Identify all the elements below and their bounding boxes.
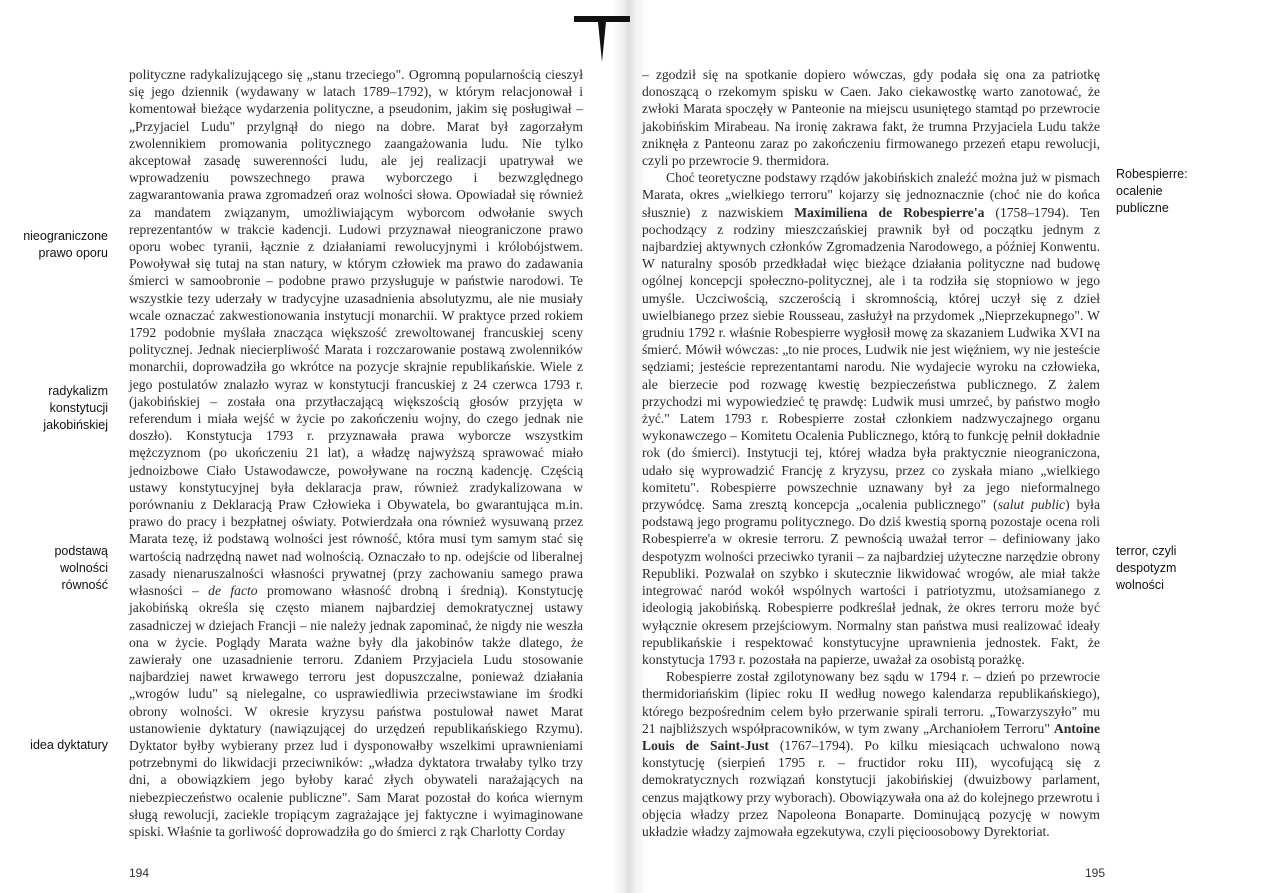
margin-note-left: idea dyktatury: [30, 738, 108, 752]
page-number-right: 195: [1085, 866, 1106, 880]
page-number-left: 194: [129, 866, 150, 880]
person-name: Maximiliena de Robespierre'a: [794, 204, 985, 220]
left-page-body: [129, 66, 583, 840]
margin-note-left: podstawą wolności równość: [54, 544, 108, 592]
margin-note-left: radykalizm konstytucji jakobińskiej: [43, 384, 108, 432]
left-paragraph: polityczne radykalizującego się „stanu trzeciego". Ogromną popularnością cieszył się jego dziennik (wydawany w latach 1789–1792), w którym relacjonował i komentował bieżące wydarzenia polityczne, a pseudonim, jakim się posługiwał – „Przyjaciel Ludu" przylgnął do niego na dobre. Marat był zagorzałym zwolennikiem promowania politycznego zaangażowania ludu. Nie tylko akceptował zasadę suwerenności ludu, ale jej realizacji upatrywał we wprowadzeniu powszechnego prawa wyborczego i bezwzględnego zagwarantowania prawa zgromadzeń oraz wolności słowa. Opowiadał się również za mandatem związanym, umożliwiającym wyborcom odwołanie swych reprezentantów w trakcie kadencji. Ludowi przyznawał nieograniczone prawo oporu wobec tyranii, łącznie z działaniami rewolucyjnymi i królobójstwem. Powoływał się tutaj na stan natury, w którym człowiek ma prawo do zadawania śmierci w samoobronie – podobne prawo przysługuje w państwie narodowi. Te wszystkie tezy uderzały w tradycyjne uzasadnienia absolutyzmu, ale nie musiały wcale oznaczać zakwestionowania instytucji monarchii. W praktyce przed rokiem 1792 podobnie myślała znacząca większość zrewoltowanej francuskiej sceny politycznej. Jednak niecierpliwość Marata i rozczarowanie postawą zwolenników monarchii, doprowadziła go wkrótce na pozycje skrajnie republikańskie. Wiele z jego postulatów znalazło wyraz w konstytucji francuskiej z 24 czerwca 1793 r. (jakobińskiej – została ona przytłaczającą większością głosów przyjęta w referendum i miała wejść w życie po zakończeniu wojny, do czego jednak nie doszło). Konstytucja 1793 r. przyznawała prawa wyborcze wszystkim mężczyznom (po ukończeniu 21 lat), a władzę najwyższą sprawować miało jednoizbowe Ciało Ustawodawcze, powoływane na roczną kadencję. Częścią ustawy konstytucyjnej była deklaracja praw, również zradykalizowana w porównaniu z Deklaracją Praw Człowieka i Obywatela, bo gwarantująca m.in. prawo do pracy i bezpłatnej oświaty. Potwierdzała ona również wysuwaną przez Marata tezę, iż podstawą wolności jest równość, która musi tym samym stać się wartością nadrzędną nawet nad wolnością. Oznaczało to np. odejście od liberalnej zasady nienaruszalności własności prywatnej (przy zachowaniu samego prawa własności – de facto promowano własność drobną i średnią). Konstytucję jakobińską określa się często mianem najbardziej demokratycznej ustawy zasadniczej w dziejach Francji – nie należy jednak zapominać, że nigdy nie weszła ona w życie. Poglądy Marata ważne były dla jakobinów także dlatego, że zawierały one uzasadnienie terroru. Zdaniem Przyjaciela Ludu stosowanie najbardziej nawet krwawego terroru jest dopuszczalne, ponieważ działania „wrogów ludu" są nielegalne, co usprawiedliwia przeciwstawiane im środki obrony wolności. W okresie kryzysu państwa postulował nawet Marat ustanowienie dyktatury (nawiązującej do urzędzeń republikańskiego Rzymu). Dyktator byłby wybierany przez lud i dysponowałby wszelkimi uprawnieniami potrzebnymi do likwidacji przeciwników: „władza dyktatora trwałaby tylko trzy dni, a obowiązkiem jego byłoby karać złych obywateli narażających na niebezpieczeństwo ocalenie publiczne". Sam Marat pozostał do końca wiernym sługą rewolucji, zaciekle tropiącym zagrażające jej faktyczne i wyimaginowane spiski. Właśnie ta gorliwość doprowadziła go do śmierci z rąk Charlotty Corday: [129, 67, 583, 839]
right-paragraph-2: Choć teoretyczne podstawy rządów jakobińskich znaleźć można już w pismach Marata, okres „wielkiego terroru" kojarzy się jednoznacznie (choć nie do końca słusznie) z nazwiskiem Maximiliena de Robespierre'a (1758–1794). Ten pochodzący z rodziny mieszczańskiej prawnik był od początku jednym z najbardziej aktywnych członków Zgromadzenia Narodowego, a później Konwentu. W naturalny sposób przedkładał więc bieżące działania polityczne nad budowę ogólnej koncepcji społeczno-politycznej, ale i ta rodziła się stopniowo w jego umyśle. Uczciwością, szczerością i skromnością, której uczył się z dzieł uwielbianego przez siebie Rousseau, zasłużył na przydomek „Nieprzekupnego". W grudniu 1792 r. właśnie Robespierre wygłosił mowę za skazaniem Ludwika XVI na śmierć. Mówił wówczas: „to nie proces, Ludwik nie jest więźniem, wy nie jesteście sędziami; jesteście reprezentantami narodu. Nie wydajecie wyroku na człowieka, ale bierzecie pod rozwagę kwestię bezpieczeństwa publicznego. Z żalem przychodzi mi wypowiedzieć tę prawdę: Ludwik musi umrzeć, by państwo mogło żyć." Latem 1793 r. Robespierre został członkiem nadzwyczajnego organu wykonawczego – Komitetu Ocalenia Publicznego, którą to funkcję pełnił dokładnie rok (do śmierci). Instytucji tej, której władza była praktycznie nieograniczona, udało się wyprowadzić Francję z kryzysu, przez co zyskała miano „wielkiego komitetu". Robespierre powszechnie uznawany był za jego nieformalnego przywódcę. Sama zresztą koncepcja „ocalenia publicznego" (salut public) była podstawą jego programu politycznego. Do dziś kwestią sporną pozostaje ocena roli Robespierre'a w okresie terroru. Z pewnością uważał terror – definiowany jako despotyzm wolności przeciwko tyranii – za najbardziej użyteczne narzędzie obrony Republiki. Pozwalał on szybko i skutecznie likwidować wrogów, ale miał także integrować naród wokół wspólnych wartości i patriotyzmu, utożsamianego z ideologią jakobińską. Robespierre podkreślał jednak, że okres terroru może być wyłącznie okresem przejściowym. Normalny stan państwa musi realizować ideały republikańskie i respektować konstytucyjne uprawnienia jednostek. Fakt, że konstytucja 1793 r. pozostała na papierze, uważał za osobistą porażkę.: [642, 170, 1100, 667]
book-gutter: [612, 0, 646, 893]
right-paragraph-1: – zgodził się na spotkanie dopiero wówczas, gdy podała się ona za patriotkę donoszącą o rzekomym spisku w Caen. Jako ciekawostkę warto zanotować, że zwłoki Marata spoczęły w Panteonie na miejscu usuniętego stamtąd po przewrocie jakobińskim Mirabeau. Na ironię zakrawa fakt, że trumna Przyjaciela Ludu także zniknęła z Panteonu zaraz po zakończeniu firmowanego przezeń etapu rewolucji, czyli po przewrocie 9. thermidora.: [642, 67, 1100, 169]
margin-note-right: terror, czyli despotyzm wolności: [1116, 544, 1177, 592]
right-paragraph-3: Robespierre został zgilotynowany bez sądu w 1794 r. – dzień po przewrocie thermidoriańskim (lipiec roku II według nowego kalendarza republikańskiego), którego bezpośrednim celem było przerwanie spirali terroru. „Towarzyszyło" mu 21 najbliższych współpracowników, w tym zwany „Archaniołem Terroru" Antoine Louis de Saint-Just (1767–1794). Po kilku miesiącach uchwalono nową konstytucję (sierpień 1795 r. – fructidor roku III), wycofującą się z demokratycznych rozwiązań konstytucji jakobińskiej (dwuizbowy parlament, cenzus majątkowy przy wyborach). Obowiązywała ona aż do kolejnego przewrotu i objęcia władzy przez Napoleona Bonaparte. Dominującą pozycję w nowym układzie władzy zajmowała egzekutywa, czyli pięcioosobowy Dyrektoriat.: [642, 669, 1100, 839]
bookmark-ribbon-icon: [572, 12, 632, 67]
margin-note-right: Robespierre: ocalenie publiczne: [1116, 167, 1188, 215]
latin-term: de facto: [208, 583, 258, 599]
right-page-body: [642, 66, 1100, 840]
person-name: Antoine Louis de Saint-Just: [642, 720, 1100, 753]
margin-note-left: nieograniczone prawo oporu: [23, 229, 108, 260]
latin-term: salut public: [997, 497, 1066, 513]
